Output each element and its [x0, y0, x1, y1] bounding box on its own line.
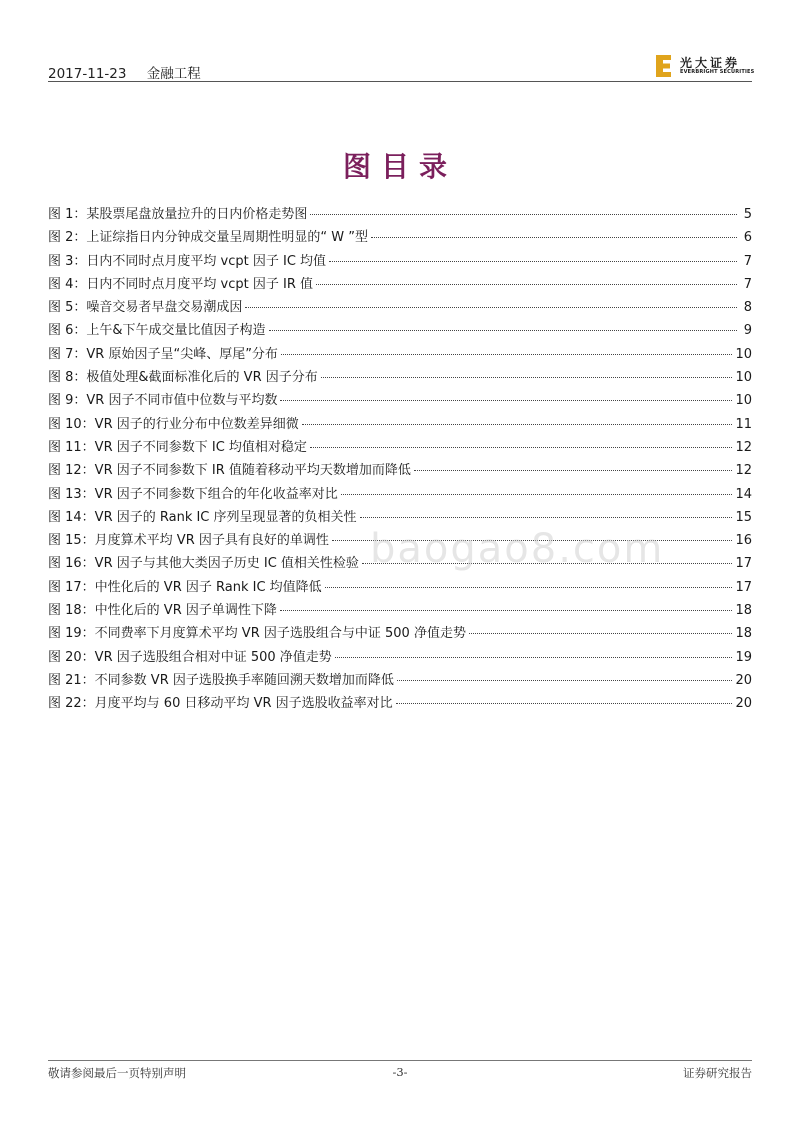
- logo-english-name: EVERBRIGHT SECURITIES: [680, 69, 755, 75]
- toc-entry-page[interactable]: 11: [735, 416, 752, 432]
- toc-dot-leader: [281, 345, 733, 355]
- page-title: 图目录: [342, 150, 457, 183]
- toc-entry[interactable]: [48, 599, 752, 622]
- toc-entry-page[interactable]: 17: [735, 579, 752, 595]
- toc-entry[interactable]: [48, 273, 752, 296]
- toc-entry[interactable]: [48, 576, 752, 599]
- toc-entry-page[interactable]: 15: [735, 509, 752, 525]
- toc-entry-page[interactable]: 10: [735, 370, 752, 386]
- toc-entry[interactable]: [48, 226, 752, 249]
- toc-entry[interactable]: [48, 436, 752, 459]
- toc-entry[interactable]: [48, 319, 752, 342]
- toc-dot-leader: [245, 298, 737, 308]
- toc-entry-page[interactable]: 10: [735, 393, 752, 409]
- toc-entry-label[interactable]: 图 22：月度平均与 60 日移动平均 VR 因子选股收益率对比: [48, 696, 393, 712]
- toc-dot-leader: [396, 694, 733, 704]
- toc-dot-leader: [280, 391, 732, 401]
- toc-entry-page[interactable]: 7: [743, 276, 752, 292]
- toc-entry-page[interactable]: 18: [735, 603, 752, 619]
- toc-entry[interactable]: [48, 389, 752, 412]
- report-category: 金融工程: [146, 66, 201, 82]
- toc-entry-page[interactable]: 6: [743, 230, 752, 246]
- footer-divider: [48, 1060, 752, 1061]
- toc-entry-label[interactable]: 图 17：中性化后的 VR 因子 Rank IC 均值降低: [48, 579, 322, 595]
- toc-dot-leader: [325, 578, 733, 588]
- toc-dot-leader: [371, 228, 737, 238]
- header-divider: [48, 81, 752, 82]
- toc-entry-page[interactable]: 8: [743, 300, 752, 316]
- page-header: [48, 54, 755, 84]
- toc-entry-page[interactable]: 12: [735, 439, 752, 455]
- logo-chinese-name: 光大证券: [680, 56, 741, 70]
- watermark: baogao8.com: [370, 526, 665, 572]
- toc-entry-label[interactable]: 图 10：VR 因子的行业分布中位数差异细微: [48, 416, 299, 432]
- toc-dot-leader: [302, 415, 733, 425]
- toc-dot-leader: [316, 275, 737, 285]
- toc-entry[interactable]: [48, 459, 752, 482]
- everbright-logo-icon: [654, 54, 674, 78]
- toc-entry-page[interactable]: 20: [735, 672, 752, 688]
- header-info: [48, 62, 201, 82]
- toc-entry-page[interactable]: 12: [735, 463, 752, 479]
- toc-entry[interactable]: [48, 203, 752, 226]
- toc-dot-leader: [360, 508, 733, 518]
- toc-entry[interactable]: [48, 296, 752, 319]
- toc-dot-leader: [321, 368, 733, 378]
- toc-entry-label[interactable]: 图 12：VR 因子不同参数下 IR 值随着移动平均天数增加而降低: [48, 463, 411, 479]
- toc-entry-label[interactable]: 图 7：VR 原始因子呈“尖峰、厚尾”分布: [48, 346, 278, 362]
- toc-dot-leader: [414, 461, 733, 471]
- toc-entry-label[interactable]: 图 13：VR 因子不同参数下组合的年化收益率对比: [48, 486, 338, 502]
- toc-entry-label[interactable]: 图 4：日内不同时点月度平均 vcpt 因子 IR 值: [48, 276, 313, 292]
- toc-entry[interactable]: [48, 646, 752, 669]
- everbright-logo: [654, 54, 755, 78]
- toc-entry-page[interactable]: 7: [743, 253, 752, 269]
- toc-entry-label[interactable]: 图 21：不同参数 VR 因子选股换手率随回溯天数增加而降低: [48, 672, 394, 688]
- report-date: 2017-11-23: [48, 66, 127, 82]
- toc-entry-label[interactable]: 图 19：不同费率下月度算术平均 VR 因子选股组合与中证 500 净值走势: [48, 626, 466, 642]
- footer-disclaimer: 敬请参阅最后一页特别声明: [48, 1066, 186, 1080]
- toc-dot-leader: [280, 601, 733, 611]
- toc-dot-leader: [335, 648, 733, 658]
- toc-entry-label[interactable]: 图 3：日内不同时点月度平均 vcpt 因子 IC 均值: [48, 253, 327, 269]
- toc-entry-label[interactable]: 图 1：某股票尾盘放量拉升的日内价格走势图: [48, 207, 308, 222]
- toc-dot-leader: [341, 485, 733, 495]
- toc-entry-label[interactable]: 图 6：上午&下午成交量比值因子构造: [48, 323, 266, 339]
- toc-entry-label[interactable]: 图 5：噪音交易者早盘交易潮成因: [48, 300, 243, 316]
- toc-entry-page[interactable]: 10: [735, 346, 752, 362]
- toc-dot-leader: [329, 252, 737, 262]
- page-number: -3-: [392, 1065, 408, 1079]
- toc-entry-page[interactable]: 17: [735, 556, 752, 572]
- toc-entry-page[interactable]: 9: [743, 323, 752, 339]
- toc-entry-page[interactable]: 18: [735, 626, 752, 642]
- toc-entry-label[interactable]: 图 11：VR 因子不同参数下 IC 均值相对稳定: [48, 439, 307, 455]
- toc-dot-leader: [469, 624, 733, 634]
- toc-entry[interactable]: [48, 366, 752, 389]
- toc-entry[interactable]: [48, 250, 752, 273]
- toc-entry[interactable]: [48, 413, 752, 436]
- toc-entry[interactable]: [48, 692, 752, 715]
- toc-entry[interactable]: [48, 483, 752, 506]
- toc-entry-label[interactable]: 图 15：月度算术平均 VR 因子具有良好的单调性: [48, 533, 329, 549]
- toc-dot-leader: [397, 671, 733, 681]
- toc-dot-leader: [310, 438, 733, 448]
- toc-entry-page[interactable]: 5: [743, 207, 752, 222]
- toc-entry[interactable]: [48, 343, 752, 366]
- toc-entry-label[interactable]: 图 20：VR 因子选股组合相对中证 500 净值走势: [48, 649, 332, 665]
- toc-entry-label[interactable]: 图 16：VR 因子与其他大类因子历史 IC 值相关性检验: [48, 556, 359, 572]
- page-footer: [48, 1060, 752, 1090]
- toc-dot-leader: [269, 321, 737, 331]
- toc-entry-label[interactable]: 图 14：VR 因子的 Rank IC 序列呈现显著的负相关性: [48, 509, 357, 525]
- toc-entry[interactable]: [48, 669, 752, 692]
- toc-entry-label[interactable]: 图 8：极值处理&截面标准化后的 VR 因子分布: [48, 370, 318, 386]
- toc-entry-label[interactable]: 图 18：中性化后的 VR 因子单调性下降: [48, 603, 277, 619]
- toc-entry-page[interactable]: 20: [735, 696, 752, 712]
- toc-entry-label[interactable]: 图 2：上证综指日内分钟成交量呈周期性明显的“ W ”型: [48, 230, 368, 246]
- toc-entry-page[interactable]: 19: [735, 649, 752, 665]
- toc-entry-label[interactable]: 图 9：VR 因子不同市值中位数与平均数: [48, 393, 278, 409]
- footer-report-type: 证券研究报告: [683, 1066, 752, 1080]
- toc-entry-page[interactable]: 16: [735, 533, 752, 549]
- toc-entry-page[interactable]: 14: [735, 486, 752, 502]
- toc-dot-leader: [310, 205, 737, 215]
- toc-entry[interactable]: [48, 622, 752, 645]
- figure-list: [48, 203, 752, 716]
